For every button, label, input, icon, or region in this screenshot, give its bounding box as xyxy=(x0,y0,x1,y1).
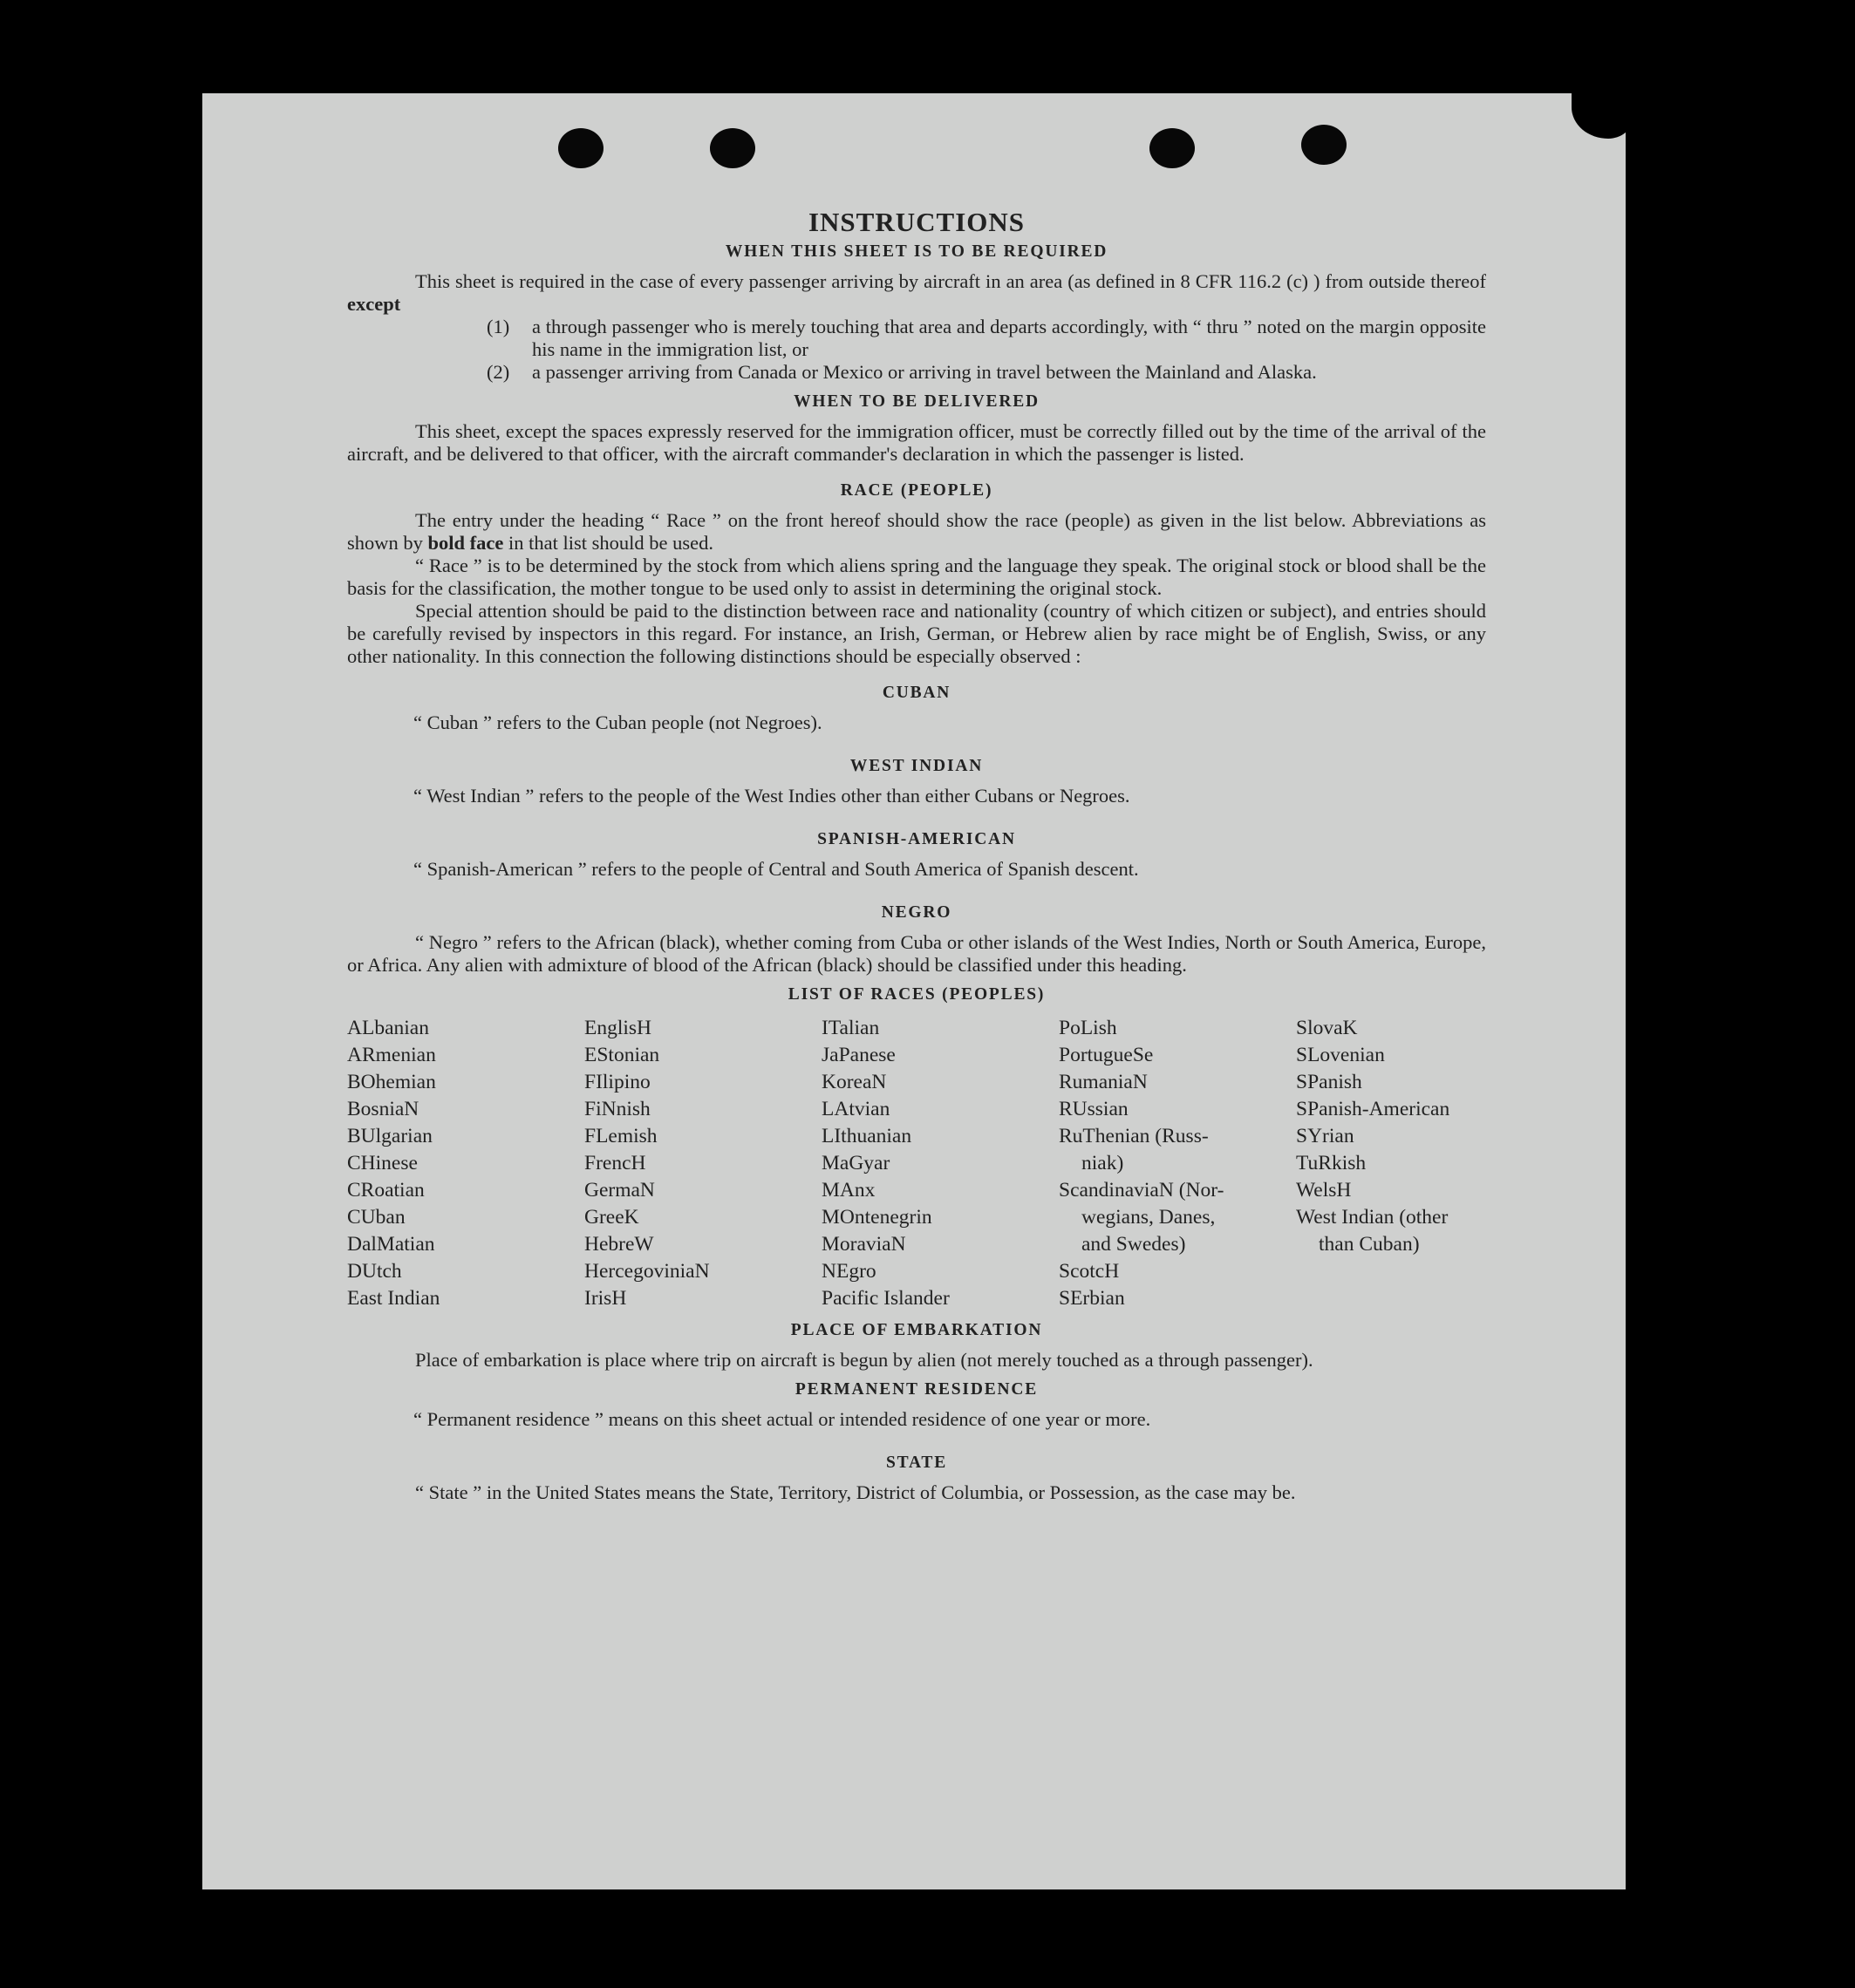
section-heading: WHEN TO BE DELIVERED xyxy=(794,392,1040,411)
paragraph: “ State ” in the United States means the State, Territory, District of Columbia, or Possession, as the case may be. xyxy=(415,1481,1296,1503)
race-item: RUssian xyxy=(1059,1098,1129,1120)
race-item: RumaniaN xyxy=(1059,1071,1148,1093)
section-heading: STATE xyxy=(885,1454,948,1472)
race-item: MaGyar xyxy=(822,1152,890,1174)
torn-corner xyxy=(1572,86,1633,139)
race-item: FiNnish xyxy=(584,1098,651,1120)
page-title: INSTRUCTIONS xyxy=(808,207,1025,237)
paragraph: “ Cuban ” refers to the Cuban people (not Negroes). xyxy=(413,711,822,733)
document-sheet xyxy=(202,93,1626,1889)
race-item: BOhemian xyxy=(347,1071,436,1093)
punch-hole xyxy=(710,128,755,168)
race-item: East Indian xyxy=(347,1287,440,1310)
race-item: SErbian xyxy=(1059,1287,1125,1310)
race-item: MOntenegrin xyxy=(822,1206,932,1229)
race-item: than Cuban) xyxy=(1319,1233,1420,1256)
race-item: BUlgarian xyxy=(347,1125,433,1147)
punch-hole xyxy=(1301,125,1347,165)
section-heading: RACE (PEOPLE) xyxy=(840,481,993,500)
race-item: MAnx xyxy=(822,1179,876,1202)
race-item: FIlipino xyxy=(584,1071,651,1093)
punch-hole xyxy=(1149,128,1195,168)
race-item: RuThenian (Russ- xyxy=(1059,1125,1209,1147)
race-item: CHinese xyxy=(347,1152,418,1174)
race-item: EStonian xyxy=(584,1044,660,1066)
race-item: LAtvian xyxy=(822,1098,890,1120)
section-heading: WHEN THIS SHEET IS TO BE REQUIRED xyxy=(725,242,1108,261)
race-item: BosniaN xyxy=(347,1098,419,1120)
paragraph: Place of embarkation is place where trip on aircraft is begun by alien (not merely touched as a through passenger). xyxy=(415,1349,1313,1371)
race-item: LIthuanian xyxy=(822,1125,912,1147)
race-item: niak) xyxy=(1081,1152,1124,1174)
race-item: FrencH xyxy=(584,1152,646,1174)
race-column xyxy=(1059,1015,1296,1312)
paragraph: Special attention should be paid to the distinction between race and nationality (country of which citizen or subject), and entries should be carefully revised by inspectors in this regard. For instance, an Irish, German, or Hebrew alien by race might be of English, Swiss, or any other nationality. In this connection the following distinctions should be especially observed : xyxy=(347,600,1486,667)
race-item: TuRkish xyxy=(1296,1152,1367,1174)
race-item: FLemish xyxy=(584,1125,658,1147)
section-heading: CUBAN xyxy=(882,684,951,702)
race-item: wegians, Danes, xyxy=(1081,1206,1216,1229)
race-item: KoreaN xyxy=(822,1071,887,1093)
race-item: SPanish-American xyxy=(1296,1098,1450,1120)
paragraph: This sheet is required in the case of every passenger arriving by aircraft in an area (as defined in 8 CFR 116.2 (c) ) from outside thereof except xyxy=(347,270,1486,315)
race-item: PortugueSe xyxy=(1059,1044,1154,1066)
race-item: DalMatian xyxy=(347,1233,435,1256)
race-column xyxy=(584,1015,822,1312)
race-column xyxy=(822,1015,1059,1312)
race-item: SYrian xyxy=(1296,1125,1354,1147)
list-item: (1) a through passenger who is merely touching that area and departs accordingly, with “ thru ” noted on the margin opposite his name in the immigration list, or xyxy=(487,316,1486,360)
paragraph: “ Negro ” refers to the African (black), whether coming from Cuba or other islands of the West Indies, North or South America, Europe, or Africa. Any alien with admixture of blood of the African (black) should be classified under this heading. xyxy=(347,931,1486,976)
race-item: SlovaK xyxy=(1296,1017,1358,1039)
race-item: MoraviaN xyxy=(822,1233,906,1256)
race-item: EnglisH xyxy=(584,1017,652,1039)
race-item: Pacific Islander xyxy=(822,1287,950,1310)
race-item: ITalian xyxy=(822,1017,880,1039)
list-item: (2) a passenger arriving from Canada or Mexico or arriving in travel between the Mainland and Alaska. xyxy=(487,361,1317,383)
race-item: GreeK xyxy=(584,1206,639,1229)
section-heading: PLACE OF EMBARKATION xyxy=(790,1321,1043,1339)
paragraph: “ Permanent residence ” means on this sheet actual or intended residence of one year or more. xyxy=(413,1408,1151,1430)
paragraph: This sheet, except the spaces expressly reserved for the immigration officer, must be correctly filled out by the time of the arrival of the aircraft, and be delivered to that officer, with the aircraft commander's declaration in which the passenger is listed. xyxy=(347,420,1486,465)
race-item: DUtch xyxy=(347,1260,402,1283)
race-item: ScandinaviaN (Nor- xyxy=(1059,1179,1224,1202)
race-item: West Indian (other xyxy=(1296,1206,1449,1229)
race-item: HercegoviniaN xyxy=(584,1260,710,1283)
instructions-content xyxy=(347,207,1486,1504)
paragraph: “ West Indian ” refers to the people of the West Indies other than either Cubans or Negroes. xyxy=(413,785,1130,807)
race-item: JaPanese xyxy=(822,1044,896,1066)
race-item: ScotcH xyxy=(1059,1260,1120,1283)
race-item: NEgro xyxy=(822,1260,876,1283)
race-item: GermaN xyxy=(584,1179,655,1202)
race-column xyxy=(1296,1015,1486,1312)
race-item: WelsH xyxy=(1296,1179,1352,1202)
section-heading: NEGRO xyxy=(881,903,952,922)
section-heading: WEST INDIAN xyxy=(849,757,984,775)
section-heading: SPANISH-AMERICAN xyxy=(817,830,1016,848)
race-item: HebreW xyxy=(584,1233,654,1256)
race-item: IrisH xyxy=(584,1287,627,1310)
race-item: SPanish xyxy=(1296,1071,1362,1093)
race-item: ARmenian xyxy=(347,1044,436,1066)
race-item: CRoatian xyxy=(347,1179,425,1202)
paragraph: “ Spanish-American ” refers to the people of Central and South America of Spanish descent. xyxy=(413,858,1139,880)
section-heading: PERMANENT RESIDENCE xyxy=(795,1380,1039,1399)
race-column xyxy=(347,1015,584,1312)
race-item: and Swedes) xyxy=(1081,1233,1186,1256)
race-item: PoLish xyxy=(1059,1017,1117,1039)
section-heading: LIST OF RACES (PEOPLES) xyxy=(788,985,1046,1004)
race-item: SLovenian xyxy=(1296,1044,1385,1066)
paragraph: “ Race ” is to be determined by the stock from which aliens spring and the language they speak. The original stock or blood shall be the basis for the classification, the mother tongue to be used only to assist in determining the original stock. xyxy=(347,555,1486,599)
paragraph: The entry under the heading “ Race ” on the front hereof should show the race (people) as given in the list below. Abbreviations as shown by bold face in that list should be used. xyxy=(347,509,1486,554)
race-item: ALbanian xyxy=(347,1017,429,1039)
race-list xyxy=(347,1015,1486,1312)
race-item: CUban xyxy=(347,1206,406,1229)
punch-hole xyxy=(558,128,604,168)
